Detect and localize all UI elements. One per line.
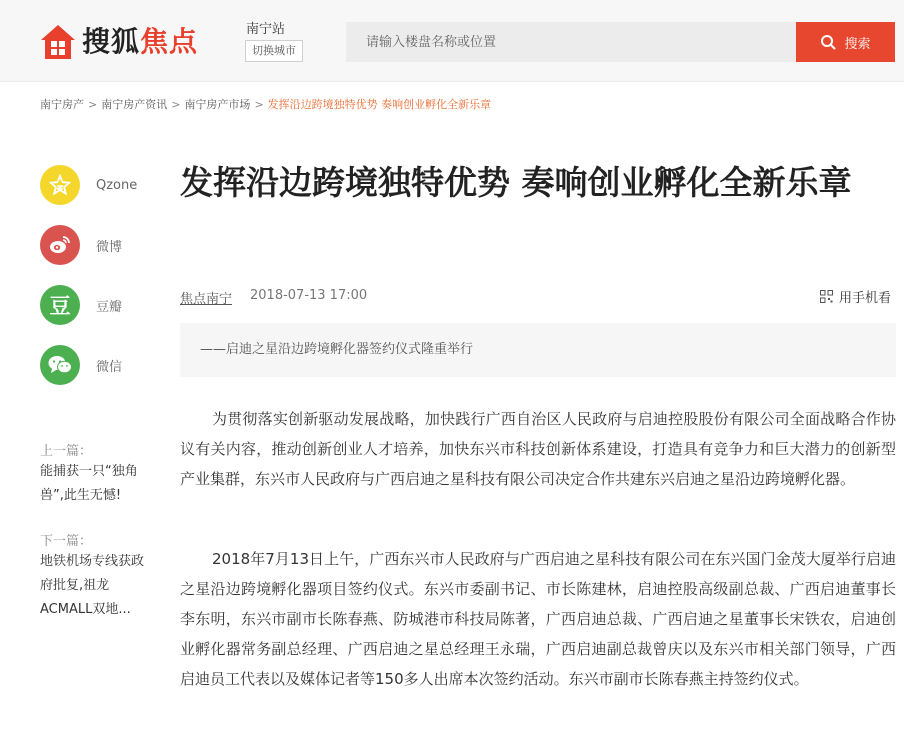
breadcrumb-item-news[interactable]: 南宁房产资讯: [101, 98, 168, 111]
logo-text: [82, 25, 199, 58]
breadcrumb-item-market[interactable]: 南宁房产市场: [184, 98, 251, 111]
read-on-mobile-button[interactable]: [820, 287, 891, 306]
next-article-link[interactable]: 地铁机场专线获政府批复,祖龙ACMALL双地...: [40, 554, 145, 617]
next-article-label: 下一篇：: [40, 534, 93, 549]
city-name: 南宁站: [246, 22, 286, 37]
share-label-weibo: 微博: [96, 239, 123, 255]
share-wechat[interactable]: [40, 345, 122, 385]
site-header: [0, 0, 904, 82]
article-paragraph: 为贯彻落实创新驱动发展战略，加快践行广西自治区人民政府与启迪控股股份有限公司全面战略合作协议有关内容，推动创新创业人才培养，加快东兴市科技创新体系建设，打造具有竞争力和巨大潜力的创新型产业集群，东兴市人民政府与广西启迪之星科技有限公司决定合作共建东兴启迪之星沿边跨境孵化器。: [180, 410, 896, 488]
switch-city-button[interactable]: 切换城市: [245, 40, 303, 62]
breadcrumb: [40, 96, 491, 112]
logo-text-focus: 焦点: [140, 25, 199, 58]
prev-article-link[interactable]: 能捕获一只“独角兽”,此生无憾!: [40, 464, 138, 503]
read-on-mobile-label: 用手机看: [839, 291, 892, 306]
share-qzone[interactable]: [40, 165, 137, 205]
article-paragraph: 2018年7月13日上午，广西东兴市人民政府与广西启迪之星科技有限公司在东兴国门金茂大厦举行启迪之星沿边跨境孵化器项目签约仪式。东兴市委副书记、市长陈建林，启迪控股高级副总裁、广西启迪董事长李东明，东兴市副市长陈春燕、防城港市科技局陈著，广西启迪总裁、广西启迪之星董事长宋铁农，启迪创业孵化器常务副总经理、广西启迪之星总经理王永瑞，广西启迪副总裁曾庆以及东兴市相关部门领导，广西启迪员工代表以及媒体记者等150多人出席本次签约活动。东兴市副市长陈春燕主持签约仪式。: [180, 550, 896, 688]
search-button[interactable]: [796, 22, 895, 62]
share-label-qzone: Qzone: [96, 177, 138, 193]
wechat-icon: [40, 345, 80, 385]
prev-article-label: 上一篇：: [40, 444, 93, 459]
logo-text-sohu: 搜狐: [82, 25, 141, 58]
breadcrumb-item-nanning-realestate[interactable]: 南宁房产: [40, 98, 84, 111]
article-date: 2018-07-13 17:00: [250, 288, 368, 303]
article-subtitle: ——启迪之星沿边跨境孵化器签约仪式隆重举行: [180, 323, 896, 377]
breadcrumb-separator: >: [254, 98, 264, 111]
house-logo-icon: [38, 22, 78, 62]
search-icon: [820, 34, 836, 50]
site-logo[interactable]: [38, 20, 198, 64]
share-label-douban: 豆瓣: [96, 299, 123, 315]
share-weibo[interactable]: [40, 225, 122, 265]
share-label-wechat: 微信: [96, 359, 123, 375]
breadcrumb-current: 发挥沿边跨境独特优势 奏响创业孵化全新乐章: [267, 98, 492, 111]
search-input[interactable]: [346, 22, 796, 62]
search-button-label: 搜索: [844, 36, 871, 52]
article-title: 发挥沿边跨境独特优势 奏响创业孵化全新乐章: [180, 163, 852, 202]
qrcode-icon: [820, 290, 833, 303]
douban-icon: [40, 285, 80, 325]
share-douban[interactable]: [40, 285, 122, 325]
weibo-icon: [40, 225, 80, 265]
article-source-link[interactable]: 焦点南宁: [180, 292, 233, 307]
douban-glyph: 豆: [49, 294, 71, 318]
breadcrumb-separator: >: [88, 98, 98, 111]
qzone-icon: [40, 165, 80, 205]
breadcrumb-separator: >: [171, 98, 181, 111]
